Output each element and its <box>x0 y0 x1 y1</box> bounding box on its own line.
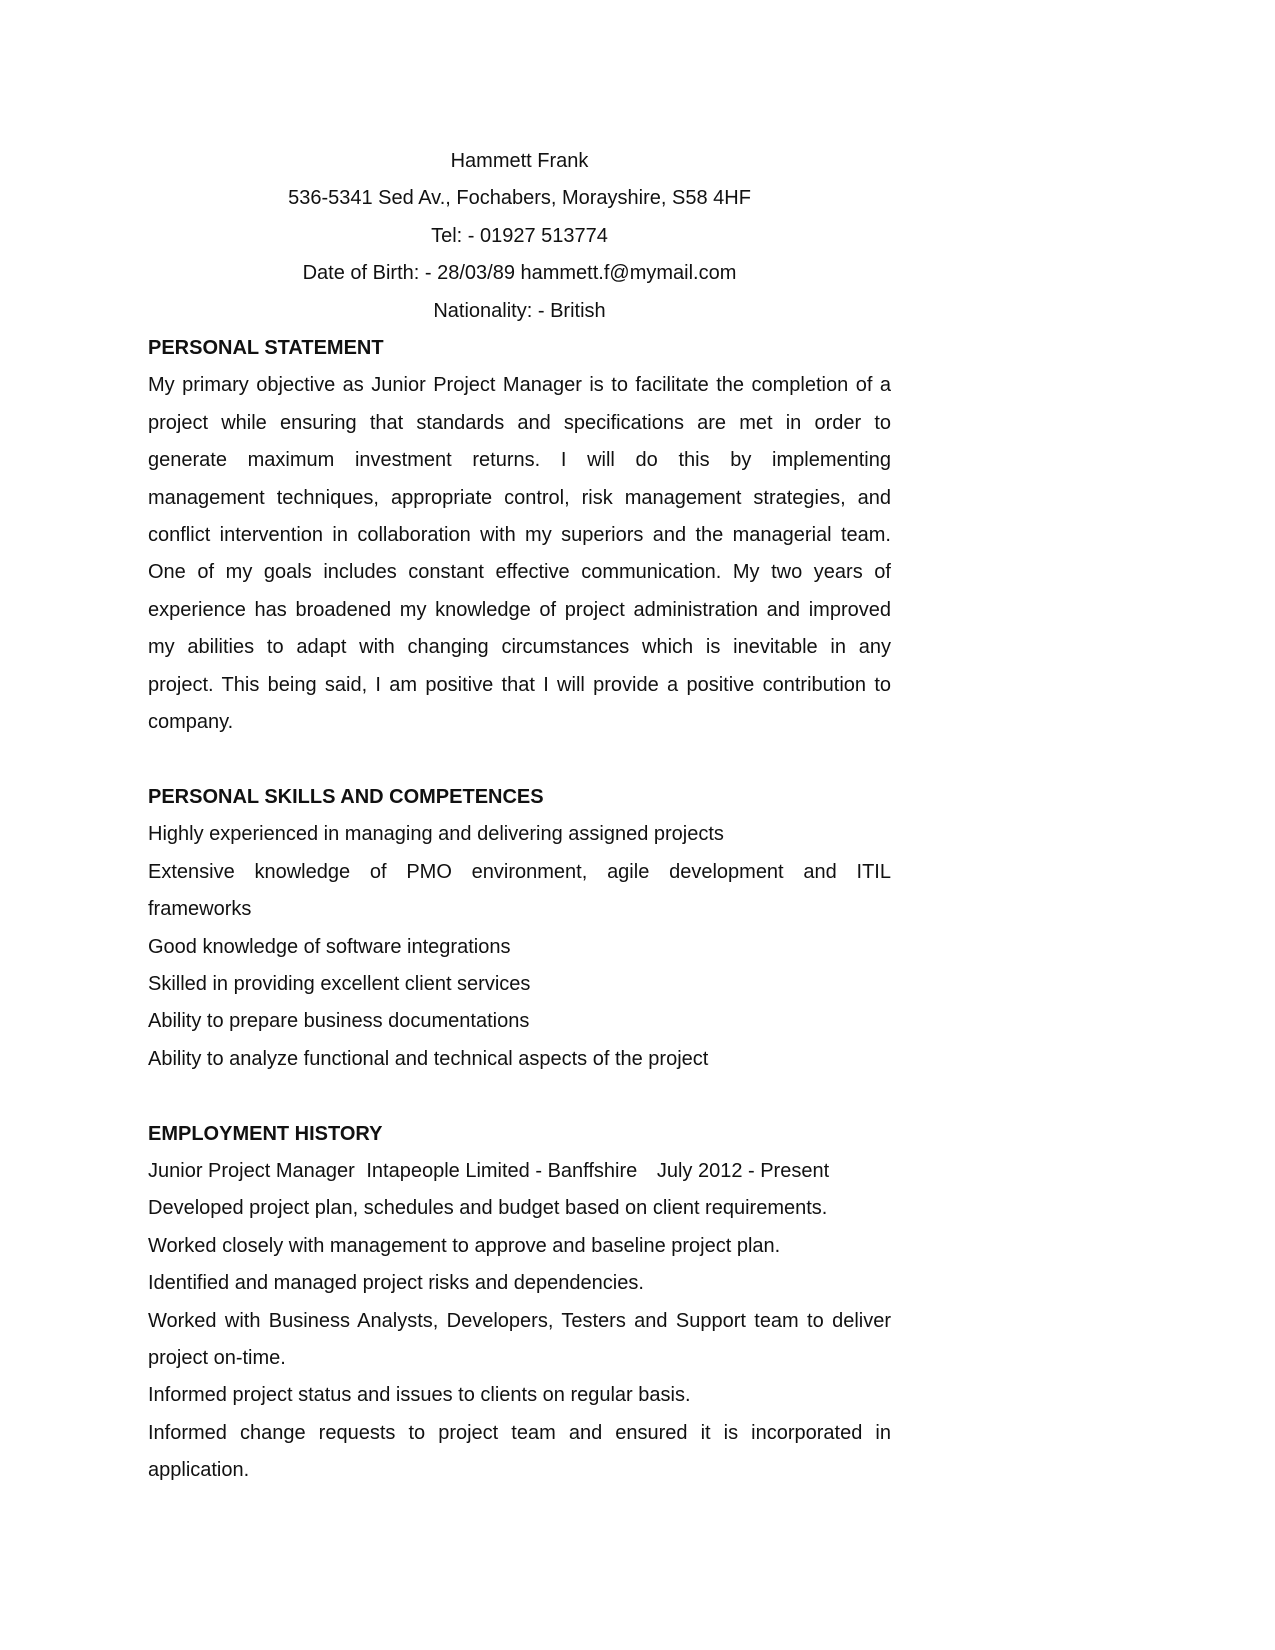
job-duties <box>148 1190 891 1489</box>
duty-line: Worked with Business Analysts, Developers, Testers and Support team to deliver <box>148 1309 891 1332</box>
skill-item: Highly experienced in managing and delivering assigned projects <box>148 823 724 846</box>
resume-page <box>148 143 891 1490</box>
section-spacer <box>148 1078 891 1115</box>
skill-item: Ability to analyze functional and technical aspects of the project <box>148 1047 709 1070</box>
section-spacer <box>148 742 891 779</box>
job-entry-header <box>148 1153 891 1190</box>
statement-line: management techniques, appropriate control, risk management strategies, and <box>148 486 891 509</box>
candidate-nationality: Nationality: - British <box>433 299 606 322</box>
candidate-name: Hammett Frank <box>450 150 589 172</box>
skill-item: Ability to prepare business documentations <box>148 1010 530 1033</box>
statement-line: company. <box>148 711 234 734</box>
statement-line: generate maximum investment returns. I will do this by implementing <box>148 449 891 472</box>
skills-list <box>148 816 891 1078</box>
employment-heading: EMPLOYMENT HISTORY <box>148 1122 383 1145</box>
duty-line: project on-time. <box>148 1346 286 1369</box>
job-company: Intapeople Limited - Banffshire <box>366 1159 638 1182</box>
candidate-dob-email: Date of Birth: - 28/03/89 hammett.f@mymail.com <box>302 262 737 285</box>
statement-line: my abilities to adapt with changing circumstances which is inevitable in any <box>148 636 891 659</box>
duty-line: Informed project status and issues to clients on regular basis. <box>148 1384 691 1407</box>
duty-line: Informed change requests to project team and ensured it is incorporated in <box>148 1421 891 1444</box>
duty-line: Worked closely with management to approve and baseline project plan. <box>148 1234 781 1257</box>
skill-item: Extensive knowledge of PMO environment, agile development and ITIL <box>148 860 891 883</box>
personal-statement-body <box>148 367 891 741</box>
statement-line: project. This being said, I am positive that I will provide a positive contribution to <box>148 673 891 696</box>
job-dates: July 2012 - Present <box>656 1159 830 1182</box>
personal-statement-heading: PERSONAL STATEMENT <box>148 337 384 360</box>
duty-line: Developed project plan, schedules and budget based on client requirements. <box>148 1197 828 1220</box>
skill-item: Skilled in providing excellent client services <box>148 972 531 995</box>
statement-line: project while ensuring that standards and specifications are met in order to <box>148 411 891 434</box>
statement-line: experience has broadened my knowledge of project administration and improved <box>148 598 891 621</box>
candidate-phone: Tel: - 01927 513774 <box>431 224 608 247</box>
skill-item: Good knowledge of software integrations <box>148 935 511 958</box>
skills-heading: PERSONAL SKILLS AND COMPETENCES <box>148 785 544 808</box>
statement-line: conflict intervention in collaboration with my superiors and the managerial team. <box>148 524 891 547</box>
statement-line: One of my goals includes constant effective communication. My two years of <box>148 561 891 584</box>
statement-line: My primary objective as Junior Project Manager is to facilitate the completion of a <box>148 374 891 397</box>
job-title: Junior Project Manager <box>148 1159 355 1182</box>
duty-line: application. <box>148 1459 250 1482</box>
duty-line: Identified and managed project risks and dependencies. <box>148 1272 644 1295</box>
skill-item: frameworks <box>148 898 252 921</box>
candidate-address: 536-5341 Sed Av., Fochabers, Morayshire, S58 4HF <box>288 187 751 210</box>
